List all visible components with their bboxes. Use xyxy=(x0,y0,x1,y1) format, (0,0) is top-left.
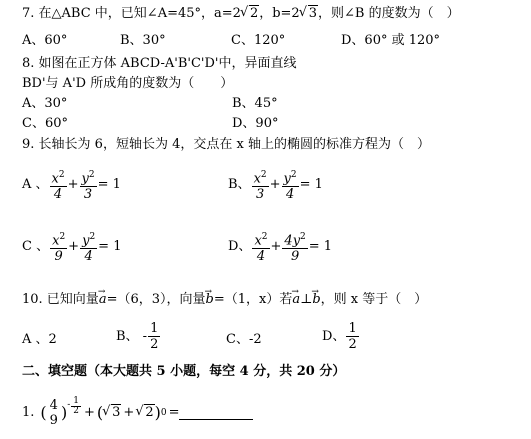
q8-option-a: A、30° xyxy=(22,96,68,111)
q9-option-c-label: C 、 xyxy=(22,239,50,255)
q10-b-frac: $\frac{1}{2}$ xyxy=(150,321,159,352)
q7-stem-part2: ，b=2 xyxy=(259,6,300,21)
q9-a-rhs: = 1 xyxy=(97,177,121,193)
q9-option-b-label: B、 xyxy=(228,177,251,193)
q9-a-frac-y: $\frac{y^2}{3}$ xyxy=(81,170,95,203)
q9-d-rhs: = 1 xyxy=(308,239,333,255)
q9-option-d-label: D、 xyxy=(228,239,252,255)
fill1-exponent: - $\frac{1}{2}$ xyxy=(67,395,79,416)
q7-option-b: B、30° xyxy=(120,33,166,48)
q7-option-c: C、120° xyxy=(231,33,286,48)
q8-option-c: C、60° xyxy=(22,116,68,131)
q7-option-a: A、60° xyxy=(22,33,68,48)
section-heading: 二、填空题（本大题共 5 小题，每空 4 分，共 20 分） xyxy=(22,364,346,379)
q10-stem: 10. 已知向量→ a=（6，3），向量→ b=（1，x）若→ a⊥→ b，则 x 等于（ ） xyxy=(22,292,427,308)
q7-stem-part3: ，则∠B 的度数为（ ） xyxy=(318,6,460,21)
q9-option-d: D、 $\frac{x^2}{4}$ + $\frac{4y^2}{9}$ = 1 xyxy=(228,232,333,265)
q9-c-rhs: = 1 xyxy=(98,239,122,255)
q9-option-a: A 、 $\frac{x^2}{4}$ + $\frac{y^2}{3}$ = 1 xyxy=(22,170,121,203)
q7-sqrt-b: √ 3 xyxy=(300,6,318,22)
q9-d-frac-y: $\frac{4y^2}{9}$ xyxy=(284,232,306,265)
q9-d-frac-x: $\frac{x^2}{4}$ xyxy=(254,232,268,265)
fill1-sqrt2: √ 2 xyxy=(136,405,154,421)
q10-option-c: C、-2 xyxy=(226,332,262,347)
fill1-base-frac: 4 9 xyxy=(49,398,58,428)
q9-b-frac-x: $\frac{x^2}{3}$ xyxy=(253,170,267,203)
q8-stem-line1: 8. 如图在正方体 ABCD-A'B'C'D'中，异面直线 xyxy=(22,56,297,71)
q9-b-rhs: = 1 xyxy=(299,177,323,193)
vector-a-2: → a xyxy=(292,292,300,308)
q10-option-a: A 、2 xyxy=(22,332,57,347)
fill1-label: 1. xyxy=(22,405,35,420)
q9-option-c: C 、 $\frac{x^2}{9}$ + $\frac{y^2}{4}$ = 1 xyxy=(22,232,122,265)
q9-b-frac-y: $\frac{y^2}{4}$ xyxy=(283,170,297,203)
q9-stem: 9. 长轴长为 6，短轴长为 4，交点在 x 轴上的椭圆的标准方程为（ ） xyxy=(22,137,430,152)
q10-option-b: B、 - $\frac{1}{2}$ xyxy=(116,321,159,352)
q8-option-b: B、45° xyxy=(232,96,278,111)
fill1-sqrt3: √ 3 xyxy=(103,405,121,421)
q8-option-d: D、90° xyxy=(232,116,279,131)
q10-option-d: D、 $\frac{1}{2}$ xyxy=(322,321,357,352)
q7-sqrt-a: √ 2 xyxy=(241,6,259,22)
vector-b: → b xyxy=(206,292,214,308)
q10-d-frac: $\frac{1}{2}$ xyxy=(348,321,357,352)
q8-stem-line2: BD'与 A'D 所成角的度数为（ ） xyxy=(22,76,234,91)
vector-a: → a xyxy=(99,292,107,308)
fill-question-1: 1. ( 4 9 ) - $\frac{1}{2}$ + ( √ 3 + √ 2 ) 0 = xyxy=(22,398,253,428)
q7-option-d: D、60° 或 120° xyxy=(341,33,441,48)
q9-c-frac-y: $\frac{y^2}{4}$ xyxy=(82,232,96,265)
perp-symbol: ⊥ xyxy=(300,292,313,307)
q9-a-frac-x: $\frac{x^2}{4}$ xyxy=(51,170,65,203)
q9-c-frac-x: $\frac{x^2}{9}$ xyxy=(52,232,66,265)
q9-option-a-label: A 、 xyxy=(22,177,49,193)
q7-stem xyxy=(22,6,460,22)
vector-b-2: → b xyxy=(312,292,320,308)
q7-stem-part1: 7. 在△ABC 中，已知∠A=45°，a=2 xyxy=(22,6,241,21)
answer-blank[interactable] xyxy=(179,407,253,420)
q9-option-b: B、 $\frac{x^2}{3}$ + $\frac{y^2}{4}$ = 1 xyxy=(228,170,323,203)
